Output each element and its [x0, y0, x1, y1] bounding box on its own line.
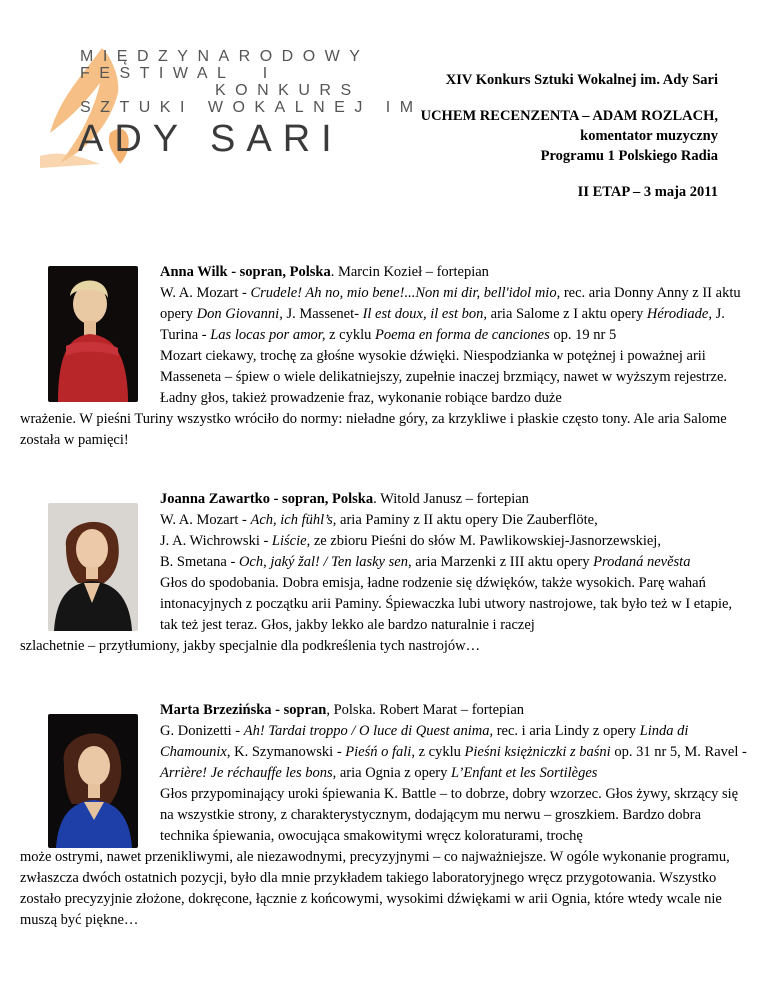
program: W. A. Mozart - Crudele! Ah no, mio bene!...Non mi dir, bell'idol mio, rec. aria Donny Anny z II aktu opery Don Giovanni, J. Massenet- Il est doux, il est bon, aria Salome z I aktu opery Hérodiade, J. Turina - Las locas por amor, z cyklu Poema en forma de canciones op. 19 nr 5: [160, 285, 741, 343]
review-continued: szlachetnie – przytłumiony, jakby specjalnie dla podkreślenia tych nastrojów…: [20, 638, 481, 654]
logo-line-5: ADY SARI: [78, 118, 343, 160]
radio-station: Programu 1 Polskiego Radia: [540, 148, 718, 164]
entry-anna-wilk: [20, 262, 748, 451]
review: Głos przypominający uroki śpiewania K. Battle – to dobrze, dobry wzorzec. Głos żywy, skrzący się na wszystkie strony, z charakterystycznym, dodającym mu nerwu – groszkiem. Bardzo dobra technika śpiewania, owocująca smakowitymi wręcz koloraturami, trochę: [160, 786, 739, 844]
singer-photo: [48, 266, 138, 402]
entry-marta-brzezinska: [20, 700, 748, 931]
singer-photo: [48, 503, 138, 631]
pianist: . Witold Janusz – fortepian: [373, 491, 529, 507]
review: Mozart ciekawy, trochę za głośne wysokie dźwięki. Niespodzianka w potężnej i poważnej arii Masseneta – śpiew o wiele delikatniejszy, zupełnie inaczej brzmiący, nawet w wyższym rejestrze. Ładny głos, takież prowadzenie fraz, wykonanie robiące bardzo duże: [160, 348, 728, 406]
review-continued: wrażenie. W pieśni Turiny wszystko wróciło do normy: nieładne góry, za krzykliwe i płaskie często tony. Ale aria Salome została w pamięci!: [20, 411, 727, 448]
logo-line-4: SZTUKI WOKALNEJ IM: [80, 99, 423, 116]
program: G. Donizetti - Ah! Tardai troppo / O luce di Quest anima, rec. i aria Lindy z opery Linda di Chamounix, K. Szymanowski - Pieśń o fali, z cyklu Pieśni księżniczki z baśni op. 31 nr 5, M. Ravel - Arrière! Je réchauffe les bons, aria Ognia z opery L’Enfant et les Sortilèges: [160, 723, 747, 781]
singer-name: Joanna Zawartko - sopran, Polska: [160, 491, 374, 507]
pianist: , Polska. Robert Marat – fortepian: [326, 702, 525, 718]
stage-date: II ETAP – 3 maja 2011: [577, 184, 718, 200]
document-header: [358, 70, 718, 202]
entry-joanna-zawartko: [20, 489, 748, 657]
singer-photo: [48, 714, 138, 848]
logo-line-2: FESTIWAL I: [80, 65, 277, 82]
author-role: komentator muzyczny: [580, 128, 718, 144]
singer-name: Marta Brzezińska - sopran: [160, 702, 327, 718]
logo-line-3: KONKURS: [215, 82, 361, 99]
pianist: . Marcin Kozieł – fortepian: [330, 264, 489, 280]
review-continued: może ostrymi, nawet przenikliwymi, ale niezawodnymi, precyzyjnymi – co najważniejsze. W ogóle wykonanie programu, zwłaszcza dwóch ostatnich pozycji, było dla mnie przykładem takiego laboratoryjnego wręcz przygotowania. Wszystko zostało precyzyjnie złożone, dokręcone, łącznie z końcowymi, wysokimi dźwiękami w arii Ognia, które wtedy wcale nie muszą być piękne…: [20, 849, 730, 928]
logo-line-1: MIĘDZYNARODOWY: [80, 48, 370, 65]
program: W. A. Mozart - Ach, ich fühl’s, aria Paminy z II aktu opery Die Zauberflöte, J. A. Wichrowski - Liście, ze zbioru Pieśni do słów M. Pawlikowskiej-Jasnorzewskiej, B. Smetana - Och, jaký žal! / Ten lasky sen, aria Marzenki z III aktu opery Prodaná nevěsta: [160, 512, 691, 570]
review: Głos do spodobania. Dobra emisja, ładne rodzenie się dźwięków, także wysokich. Parę wahań intonacyjnych z początku arii Paminy. Śpiewaczka lubi utwory nastrojowe, tak było też w I etapie, tak też jest teraz. Głos, jakby lekko ale bardzo naturalnie i raczej: [160, 575, 733, 633]
competition-name: XIV Konkurs Sztuki Wokalnej im. Ady Sari: [445, 72, 718, 88]
singer-name: Anna Wilk - sopran, Polska: [160, 264, 331, 280]
document-title: UCHEM RECENZENTA – ADAM ROZLACH,: [420, 108, 718, 124]
festival-logo: [40, 38, 423, 168]
